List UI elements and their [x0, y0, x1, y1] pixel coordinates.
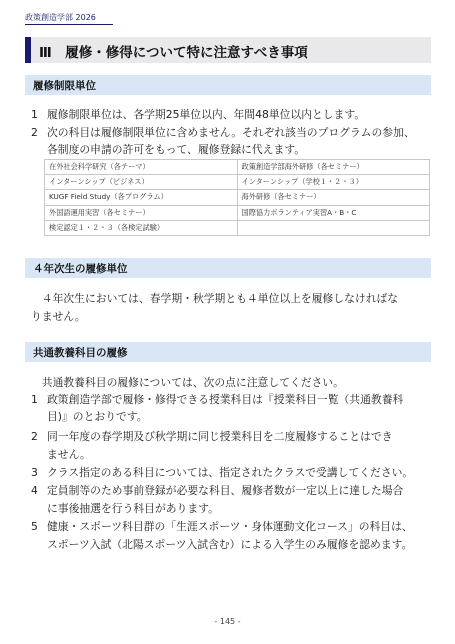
list-item-text: 政策創造学部で履修・修得できる授業科目は『授業科目一覧（共通教養科 [47, 393, 404, 406]
section-heading-credit-limit [25, 75, 431, 95]
list-item-text: 各制度の申請の許可をもって、履修登録に代えます。 [47, 143, 306, 156]
table-cell: 在外社会科学研究（各テーマ） [45, 160, 238, 175]
table-row [45, 220, 430, 235]
list-number: 1 [31, 393, 38, 406]
paragraph-line: ４年次生においては、春学期・秋学期とも４単位以上を履修しなければな [31, 292, 399, 305]
table-row [45, 160, 430, 175]
chapter-accent-bar [25, 37, 31, 63]
list-item-text: 履修制限単位は、各学期25単位以内、年間48単位以内とします。 [47, 108, 366, 121]
list-item-text: クラス指定のある科目については、指定されたクラスで受講してください。 [47, 466, 414, 479]
list-item-text: 目)』のとおりです。 [47, 410, 148, 423]
table-cell: インターンシップ（学校１・２・３） [237, 175, 430, 190]
list-item-text: に事後抽選を行う科目があります。 [47, 502, 219, 515]
table-row [45, 205, 430, 220]
table-cell: 海外研修（各セミナー） [237, 190, 430, 205]
list-item-text: ません。 [47, 448, 91, 461]
list-number: 2 [31, 430, 38, 443]
section-title: 履修制限単位 [33, 80, 96, 92]
list-number: 5 [31, 520, 38, 533]
list-number: 1 [31, 108, 38, 121]
section-heading-general-education [25, 342, 431, 362]
list-item-text: 定員制等のため事前登録が必要な科目、履修者数が一定以上に達した場合 [47, 484, 404, 497]
table-row [45, 190, 430, 205]
list-item-text: 同一年度の春学期及び秋学期に同じ授業科目を二度履修することはでき [47, 430, 393, 443]
table-cell: 外国語運用実習（各セミナー） [45, 205, 238, 220]
paragraph-line: 共通教養科目の履修については、次の点に注意してください。 [31, 376, 344, 389]
table-cell: 政策創造学部海外研修（各セミナー） [237, 160, 430, 175]
table-cell: 検定認定１・２・３（各検定試験） [45, 220, 238, 235]
section-heading-4th-year [25, 258, 431, 278]
excluded-courses-table [44, 159, 430, 236]
section-title: 共通教養科目の履修 [33, 347, 128, 359]
list-item-text: 健康・スポーツ科目群の「生涯スポーツ・身体運動文化コース」の科目は、 [47, 520, 413, 533]
list-item-text: 次の科目は履修制限単位に含めません。それぞれ該当のプログラムの参加、 [47, 126, 415, 139]
section-title: ４年次生の履修単位 [33, 263, 128, 275]
running-head-rule [25, 24, 113, 25]
paragraph-line: りません。 [31, 310, 86, 323]
list-number: 4 [31, 484, 38, 497]
table-row [45, 175, 430, 190]
table-cell: KUGF Field Study（各プログラム） [45, 190, 238, 205]
table-cell: 国際協力ボランティア実習A・B・C [237, 205, 430, 220]
list-number: 2 [31, 126, 38, 139]
chapter-title: Ⅲ 履修・修得について特に注意すべき事項 [39, 45, 308, 61]
table-cell [237, 220, 430, 235]
list-number: 3 [31, 466, 38, 479]
list-item-text: スポーツ入試（北陽スポーツ入試含む）による入学生のみ履修を認めます。 [47, 538, 413, 551]
page-number: - 145 - [214, 617, 241, 626]
running-head: 政策創造学部 2026 [25, 13, 96, 22]
chapter-heading-bar [25, 37, 431, 63]
table-cell: インターンシップ（ビジネス） [45, 175, 238, 190]
